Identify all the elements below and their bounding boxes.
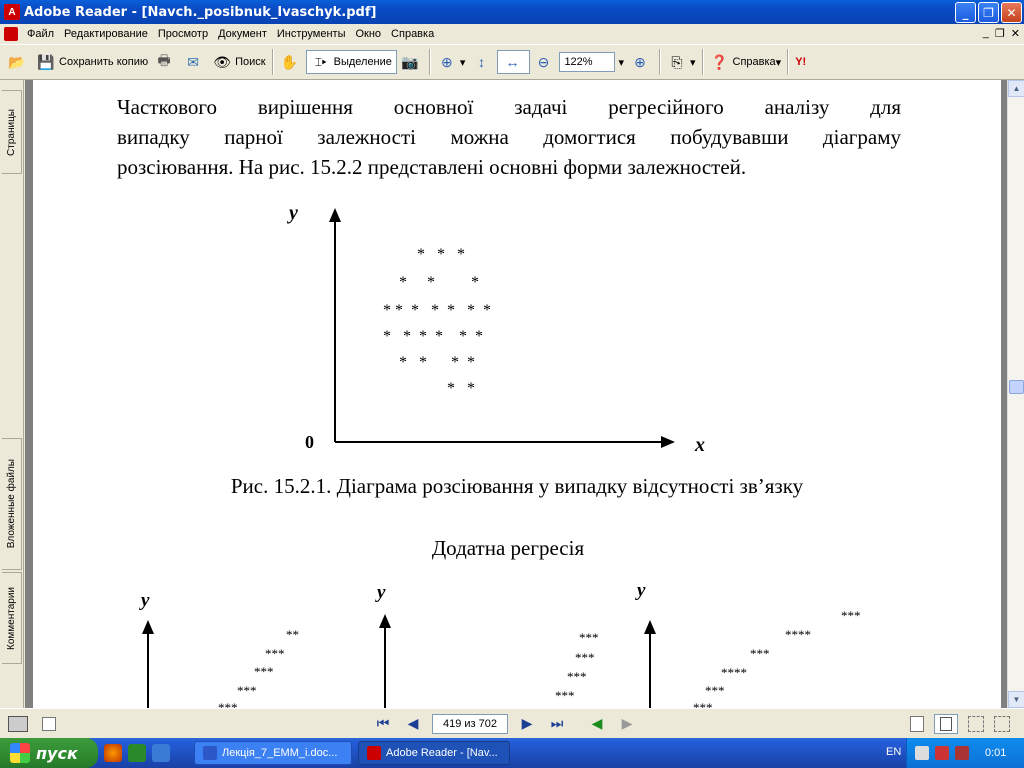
tab-comments[interactable] xyxy=(2,572,22,664)
x-axis-arrow xyxy=(661,436,675,448)
toolbar-separator xyxy=(787,49,789,75)
tab-pages-label: Страницы xyxy=(6,108,17,156)
select-tool-button[interactable] xyxy=(306,50,397,74)
fig1-y-label: y xyxy=(289,202,298,224)
tray-app-icon[interactable] xyxy=(955,746,969,760)
fig1-x-label: x xyxy=(695,434,705,456)
scatter-row: *** xyxy=(750,646,770,661)
panel-toggle-icon[interactable] xyxy=(8,716,28,732)
language-indicator[interactable]: EN xyxy=(886,746,902,758)
scroll-down-button[interactable] xyxy=(1008,691,1024,708)
back-arrow-icon: ◀ xyxy=(591,715,603,731)
open-button[interactable] xyxy=(4,48,33,76)
toolbar xyxy=(0,44,1024,80)
printer-icon: 🖶 xyxy=(157,52,171,68)
windows-taskbar xyxy=(0,738,1024,768)
menu-view[interactable]: Просмотр xyxy=(157,28,209,40)
binoculars-icon: 👁 xyxy=(213,53,232,70)
previous-page-icon: ◀ xyxy=(407,715,419,731)
tab-attachments[interactable] xyxy=(2,438,22,570)
text-select-cursor-icon: ⌶▸ xyxy=(314,54,327,69)
paragraph-line-2: випадку парної залежності можна домогтися побудувавши діаграму xyxy=(117,125,901,149)
help-icon: ❓ xyxy=(710,53,729,70)
minimize-button[interactable]: _ xyxy=(955,2,976,23)
single-page-icon[interactable] xyxy=(910,716,924,732)
fig1-origin-label: 0 xyxy=(305,432,314,452)
clock[interactable]: 0:01 xyxy=(985,747,1007,759)
scatter-row: *** xyxy=(705,683,725,698)
fig2-y-label: y xyxy=(637,580,646,601)
dropdown-arrow-icon: ▾ xyxy=(775,56,782,69)
last-page-icon: ⏭ xyxy=(550,715,564,731)
firefox-icon[interactable] xyxy=(104,744,122,762)
system-tray xyxy=(906,738,1024,768)
zoom-out-icon: ⊖ xyxy=(537,53,550,70)
hand-tool-button[interactable] xyxy=(277,48,306,76)
email-globe-icon: ✉ xyxy=(187,53,199,70)
tab-comments-label: Комментарии xyxy=(6,586,17,650)
paragraph-line-3: розсіювання. На рис. 15.2.2 представлені основні форми залежностей. xyxy=(117,155,747,179)
tab-attachments-label: Вложенные файлы xyxy=(6,459,17,549)
scatter-row: *** xyxy=(555,688,575,703)
rotate-pages-icon: ⎘ xyxy=(671,53,683,70)
fit-width-button[interactable] xyxy=(497,50,530,74)
paragraph-line-1: Часткового вирішення основної задачі регресійного аналізу для xyxy=(117,95,901,119)
scatter-row: *** xyxy=(237,683,257,698)
zoom-tool-button[interactable] xyxy=(434,48,469,76)
scatter-row: * * * xyxy=(417,246,465,263)
start-button[interactable] xyxy=(0,738,98,768)
save-copy-label: Сохранить копию xyxy=(59,56,149,68)
scatter-row: *** xyxy=(265,646,285,661)
toolbar-separator xyxy=(659,49,661,75)
forward-arrow-icon: ▶ xyxy=(621,715,633,731)
dropdown-arrow-icon: ▾ xyxy=(689,56,696,69)
last-page-button[interactable] xyxy=(546,713,568,735)
zoom-out-button[interactable] xyxy=(530,48,559,76)
scatter-axes-fig1 xyxy=(33,190,1001,570)
title-bar[interactable] xyxy=(0,0,1024,24)
regression-axes-fig2 xyxy=(33,610,1001,708)
security-alert-icon[interactable] xyxy=(935,746,949,760)
search-label: Поиск xyxy=(235,56,266,68)
fig2-y-label: y xyxy=(377,582,386,603)
tab-pages[interactable] xyxy=(2,90,22,174)
save-copy-button[interactable] xyxy=(33,48,151,76)
yahoo-logo-icon: Y! xyxy=(795,56,807,68)
continuous-page-button[interactable] xyxy=(934,714,958,734)
y-axis-arrow xyxy=(379,614,391,628)
select-label: Выделение xyxy=(333,56,392,68)
doc-close-button[interactable]: ✕ xyxy=(1010,28,1020,40)
toolbar-separator xyxy=(272,49,274,75)
help-label: Справка xyxy=(732,56,776,68)
page-icon[interactable] xyxy=(42,717,56,731)
fig1-caption: Рис. 15.2.1. Діаграма розсіювання у випадку відсутності зв’язку xyxy=(230,474,804,498)
scatter-row: *** xyxy=(693,700,713,708)
menu-file[interactable]: Файл xyxy=(27,28,55,40)
next-page-button[interactable] xyxy=(516,713,538,735)
first-page-button[interactable] xyxy=(372,713,394,735)
dropdown-arrow-icon: ▾ xyxy=(618,56,624,69)
quick-launch-ie-icon[interactable] xyxy=(152,744,170,762)
network-icon[interactable] xyxy=(915,746,929,760)
doc-restore-button[interactable]: ❐ xyxy=(994,28,1005,40)
quick-launch-app-icon[interactable] xyxy=(128,744,146,762)
help-button[interactable] xyxy=(707,48,785,76)
pdf-page xyxy=(33,80,1001,708)
zoom-in-icon: ⊕ xyxy=(634,53,646,70)
email-button[interactable] xyxy=(180,48,209,76)
close-button[interactable]: ✕ xyxy=(1001,2,1022,23)
status-bar xyxy=(0,708,1024,738)
scatter-row: *** xyxy=(575,650,595,665)
scatter-row: *** xyxy=(218,700,238,708)
scatter-row: *** xyxy=(841,608,861,623)
go-forward-button[interactable] xyxy=(616,713,638,735)
window-title: Adobe Reader - [Navch._posibnuk_Ivaschyk.pdf] xyxy=(24,4,377,20)
toolbar-separator xyxy=(429,49,431,75)
adobe-reader-icon: A xyxy=(4,4,20,20)
hand-icon: ✋ xyxy=(280,53,299,70)
go-back-button[interactable] xyxy=(586,713,608,735)
zoom-magnifier-icon: ⊕ xyxy=(441,53,453,70)
scroll-up-button[interactable] xyxy=(1008,80,1024,97)
maximize-button[interactable]: ❐ xyxy=(978,2,999,23)
fit-page-button[interactable] xyxy=(468,48,497,76)
y-axis-arrow xyxy=(142,620,154,634)
rotate-view-button[interactable] xyxy=(664,48,699,76)
menu-edit[interactable]: Редактирование xyxy=(64,28,148,40)
word-icon xyxy=(203,746,217,760)
search-button[interactable] xyxy=(209,48,268,76)
fig2-y-label: y xyxy=(141,590,150,611)
section-title: Додатна регресія xyxy=(431,536,585,560)
taskbar-item-label: Лекція_7_ЕММ_i.doc... xyxy=(222,747,338,759)
scatter-row: * * * * * * xyxy=(383,328,483,345)
next-page-icon: ▶ xyxy=(521,715,533,731)
yahoo-toolbar-button[interactable] xyxy=(792,48,812,76)
y-axis-arrow xyxy=(644,620,656,634)
adobe-reader-icon xyxy=(367,746,381,760)
taskbar-item-adobe-reader[interactable] xyxy=(358,741,510,765)
toolbar-separator xyxy=(702,49,704,75)
scatter-row: *** xyxy=(254,664,274,679)
scatter-row: * * * xyxy=(399,274,479,291)
save-icon: 💾 xyxy=(37,53,55,70)
zoom-dropdown[interactable] xyxy=(615,48,627,76)
continuous-page-icon xyxy=(940,717,952,731)
arrow-up-icon: ▲ xyxy=(1012,84,1021,93)
scatter-row: * * xyxy=(447,380,475,397)
first-page-icon: ⏮ xyxy=(376,715,390,731)
scatter-row: * * * * * * * xyxy=(383,302,491,319)
arrow-down-icon: ▼ xyxy=(1012,695,1021,704)
taskbar-item-label: Adobe Reader - [Nav... xyxy=(386,747,498,759)
menu-document[interactable]: Документ xyxy=(218,28,267,40)
scatter-row: **** xyxy=(721,665,747,680)
scatter-row: * * * * xyxy=(399,354,475,371)
windows-flag-icon xyxy=(10,743,30,763)
facing-pages-icon[interactable] xyxy=(968,716,984,732)
scatter-row: **** xyxy=(785,627,811,642)
taskbar-item-word[interactable] xyxy=(194,741,352,765)
snapshot-button[interactable] xyxy=(397,48,426,76)
start-label: пуск xyxy=(36,743,78,763)
navigation-panel xyxy=(0,80,24,708)
previous-page-button[interactable] xyxy=(402,713,424,735)
menu-window[interactable]: Окно xyxy=(355,28,382,40)
fit-width-icon: ↔ xyxy=(505,54,520,70)
folder-open-icon: 📂 xyxy=(8,53,26,70)
menu-help[interactable]: Справка xyxy=(391,28,435,40)
continuous-facing-icon[interactable] xyxy=(994,716,1010,732)
dropdown-arrow-icon: ▾ xyxy=(459,56,466,69)
fit-page-icon: ↕ xyxy=(477,54,485,70)
page-number-field[interactable]: 419 из 702 xyxy=(432,714,508,734)
scatter-row: ** xyxy=(286,627,299,642)
document-icon xyxy=(4,27,18,41)
scatter-row: *** xyxy=(567,669,587,684)
doc-minimize-button[interactable]: _ xyxy=(982,27,989,39)
menu-bar xyxy=(0,24,1024,44)
zoom-level-input[interactable]: 122% xyxy=(559,52,615,72)
y-axis-arrow xyxy=(329,208,341,222)
scatter-row: *** xyxy=(579,630,599,645)
zoom-in-button[interactable] xyxy=(627,48,656,76)
menu-tools[interactable]: Инструменты xyxy=(276,28,346,40)
scrollbar-thumb[interactable] xyxy=(1009,380,1024,394)
camera-icon: 📷 xyxy=(401,53,419,70)
vertical-scrollbar[interactable] xyxy=(1007,80,1024,708)
document-view[interactable] xyxy=(25,80,1007,708)
print-button[interactable] xyxy=(151,48,180,76)
